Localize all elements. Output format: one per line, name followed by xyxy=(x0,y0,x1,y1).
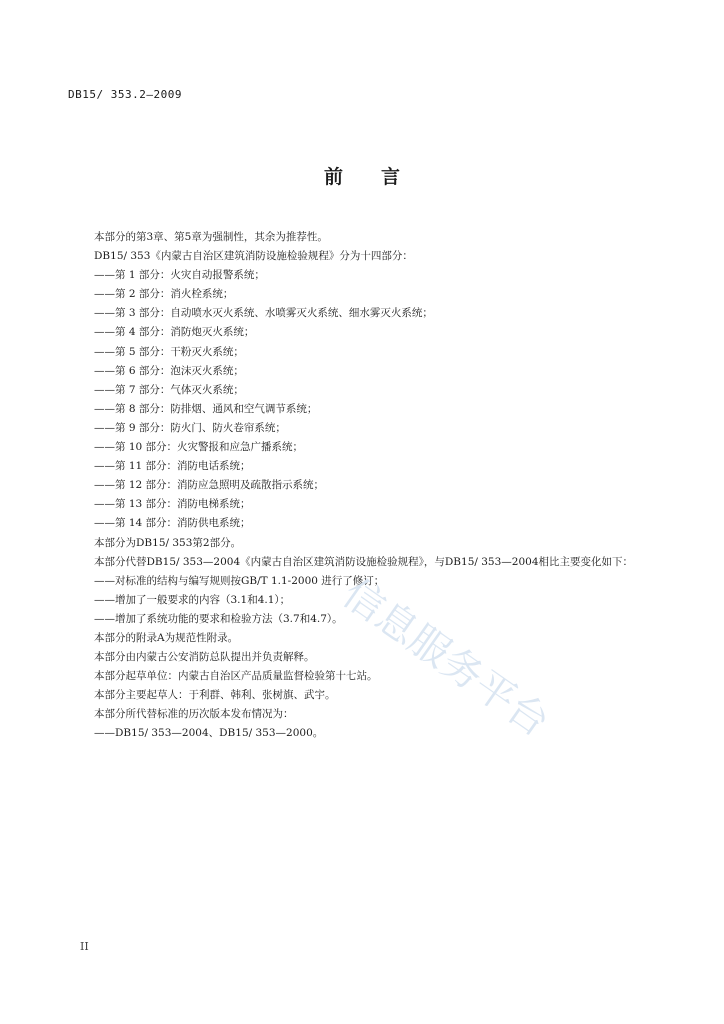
list-item: ——DB15/ 353—2004、DB15/ 353—2000。 xyxy=(94,727,324,740)
watermark-text: 信息服务平台 xyxy=(334,570,558,746)
title-char-1: 前 xyxy=(323,166,343,188)
title-char-2: 言 xyxy=(381,166,401,188)
list-item: ——第 2 部分：消火栓系统； xyxy=(94,288,234,301)
paragraph: 本部分的第3章、第5章为强制性，其余为推荐性。 xyxy=(94,231,328,243)
paragraph: DB15/ 353《内蒙古自治区建筑消防设施检验规程》分为十四部分： xyxy=(94,250,413,263)
paragraph: 本部分代替DB15/ 353—2004《内蒙古自治区建筑消防设施检验规程》，与DB15/ 353—2004相比主要变化如下： xyxy=(94,555,634,568)
list-item: ——第 10 部分：火灾警报和应急广播系统； xyxy=(94,441,304,454)
list-item: ——第 8 部分：防排烟、通风和空气调节系统； xyxy=(94,402,318,415)
paragraph: 本部分的附录A为规范性附录。 xyxy=(94,631,239,644)
page-number: II xyxy=(80,940,89,953)
paragraph: 本部分所代替标准的历次版本发布情况为： xyxy=(94,708,294,721)
list-item: ——第 14 部分：消防供电系统； xyxy=(94,517,251,530)
paragraph: 本部分起草单位：内蒙古自治区产品质量监督检验第十七站。 xyxy=(94,670,378,683)
list-item: ——增加了一般要求的内容（3.1和4.1）； xyxy=(94,593,291,606)
list-item: ——第 9 部分：防火门、防火卷帘系统； xyxy=(94,421,286,434)
list-item: ——第 6 部分：泡沫灭火系统； xyxy=(94,364,244,377)
list-item: ——增加了系统功能的要求和检验方法（3.7和4.7）。 xyxy=(94,612,343,625)
list-item: ——第 5 部分：干粉灭火系统； xyxy=(94,345,244,358)
list-item: ——第 1 部分：火灾自动报警系统； xyxy=(94,269,265,282)
list-item: ——第 12 部分：消防应急照明及疏散指示系统； xyxy=(94,479,325,492)
paragraph: 本部分由内蒙古公安消防总队提出并负责解释。 xyxy=(94,651,315,664)
list-item: ——第 3 部分：自动喷水灭火系统、水喷雾灭火系统、细水雾灭火系统； xyxy=(94,307,433,320)
foreword-body xyxy=(68,228,658,744)
list-item: ——第 13 部分：消防电梯系统； xyxy=(94,498,251,511)
list-item: ——第 11 部分：消防电话系统； xyxy=(94,460,251,473)
list-item: ——第 7 部分：气体灭火系统； xyxy=(94,383,244,396)
page-title xyxy=(0,162,724,189)
list-item: ——第 4 部分：消防炮灭火系统； xyxy=(94,326,255,339)
standard-code: DB15/ 353.2—2009 xyxy=(68,88,182,101)
paragraph: 本部分为DB15/ 353第2部分。 xyxy=(94,536,242,549)
list-item: ——对标准的结构与编写规则按GB/T 1.1-2000 进行了修订； xyxy=(94,574,385,587)
paragraph: 本部分主要起草人：于利群、韩利、张树旗、武宇。 xyxy=(94,689,336,702)
